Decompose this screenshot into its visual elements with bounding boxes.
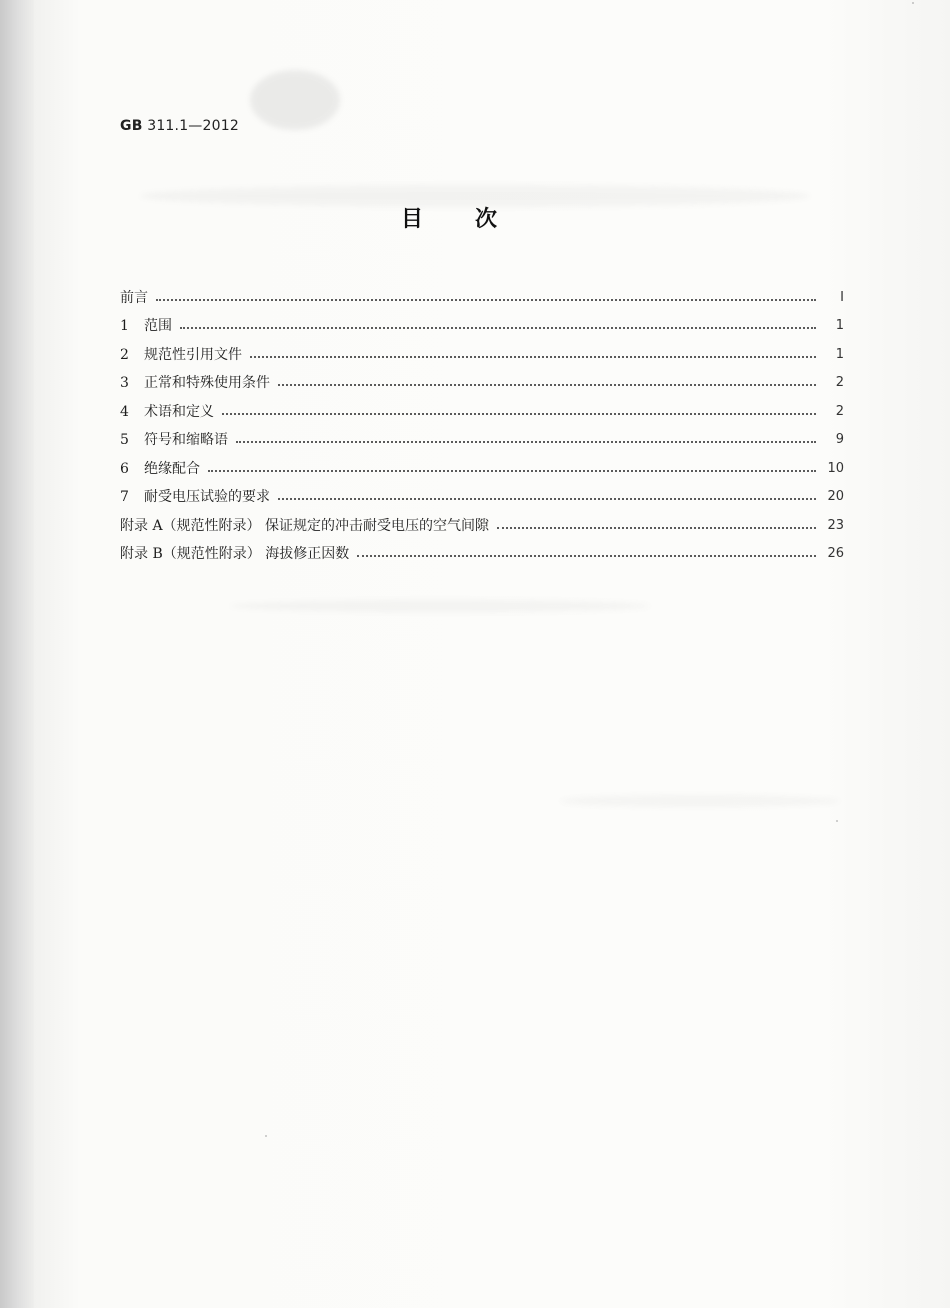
toc-entry-terms-definitions[interactable] bbox=[120, 392, 844, 421]
toc-entry-title: 耐受电压试验的要求 bbox=[144, 489, 270, 505]
toc-section-number: 6 bbox=[120, 460, 129, 477]
toc-entry-title: 术语和定义 bbox=[144, 403, 214, 420]
standard-number: 311.1—2012 bbox=[147, 118, 239, 134]
toc-dot-leader bbox=[278, 383, 816, 386]
toc-dot-leader bbox=[497, 526, 816, 529]
toc-entry-label bbox=[120, 346, 242, 364]
toc-entry-label bbox=[120, 545, 349, 563]
toc-dot-leader bbox=[156, 298, 816, 301]
show-through-mark bbox=[230, 600, 650, 612]
toc-entry-label bbox=[120, 517, 489, 535]
toc-section-number: 3 bbox=[120, 375, 129, 391]
toc-page-number: 26 bbox=[827, 546, 844, 561]
toc-page-number: 20 bbox=[827, 489, 844, 504]
toc-section-number: 7 bbox=[120, 489, 129, 505]
toc-entry-title: 正常和特殊使用条件 bbox=[144, 375, 270, 391]
toc-page-number: 10 bbox=[827, 460, 844, 476]
standard-prefix: GB bbox=[120, 118, 143, 134]
scan-edge-shadow bbox=[0, 0, 34, 1308]
toc-dot-leader bbox=[208, 469, 816, 472]
toc-entry-service-conditions[interactable] bbox=[120, 364, 844, 393]
standard-code bbox=[120, 118, 239, 134]
toc-entry-label bbox=[120, 460, 200, 478]
toc-entry-label bbox=[120, 289, 148, 307]
toc-page-number: 1 bbox=[835, 346, 844, 362]
toc-dot-leader bbox=[357, 554, 816, 557]
toc-dot-leader bbox=[236, 440, 816, 443]
show-through-mark bbox=[560, 795, 840, 807]
toc-page-number: 2 bbox=[835, 375, 844, 390]
toc-entry-label bbox=[120, 403, 214, 421]
toc-entry-label bbox=[120, 374, 270, 392]
scan-speck bbox=[912, 2, 914, 4]
toc-entry-title: 规范性引用文件 bbox=[144, 346, 242, 363]
toc-page-number: 23 bbox=[827, 517, 844, 533]
toc-section-number: 5 bbox=[120, 432, 129, 448]
toc-section-number: 4 bbox=[120, 403, 129, 420]
toc-dot-leader bbox=[222, 412, 816, 415]
toc-entry-annex-a[interactable] bbox=[120, 506, 844, 535]
toc-entry-title: 范围 bbox=[144, 318, 172, 334]
toc-entry-title: 符号和缩略语 bbox=[144, 432, 228, 448]
page-title: 目次 bbox=[400, 207, 549, 232]
toc-entry-label bbox=[120, 317, 172, 335]
toc-page-number: 1 bbox=[835, 318, 844, 333]
toc-dot-leader bbox=[278, 497, 816, 500]
toc-page-number: 2 bbox=[835, 403, 844, 419]
toc-dot-leader bbox=[180, 326, 816, 329]
toc-page-number: 9 bbox=[835, 432, 844, 447]
table-of-contents bbox=[120, 278, 844, 563]
toc-section-number: 2 bbox=[120, 346, 129, 363]
toc-entry-label bbox=[120, 488, 270, 506]
scan-speck bbox=[265, 1135, 267, 1137]
toc-page-number: I bbox=[840, 289, 844, 305]
toc-entry-annex-b[interactable] bbox=[120, 535, 844, 564]
toc-entry-withstand-voltage-tests[interactable] bbox=[120, 478, 844, 507]
toc-entry-title: 附录 A（规范性附录） 保证规定的冲击耐受电压的空气间隙 bbox=[120, 517, 490, 534]
toc-entry-title: 前言 bbox=[120, 289, 148, 306]
toc-entry-insulation-coordination[interactable] bbox=[120, 449, 844, 478]
toc-entry-title: 附录 B（规范性附录） 海拔修正因数 bbox=[120, 546, 350, 562]
show-through-mark bbox=[250, 70, 340, 130]
toc-entry-normative-references[interactable] bbox=[120, 335, 844, 364]
toc-entry-label bbox=[120, 431, 228, 449]
toc-entry-scope[interactable] bbox=[120, 307, 844, 336]
toc-entry-foreword[interactable] bbox=[120, 278, 844, 307]
toc-section-number: 1 bbox=[120, 318, 129, 334]
toc-dot-leader bbox=[250, 355, 816, 358]
toc-entry-title: 绝缘配合 bbox=[144, 460, 200, 477]
toc-entry-symbols-abbreviations[interactable] bbox=[120, 421, 844, 450]
scan-speck bbox=[836, 820, 838, 822]
